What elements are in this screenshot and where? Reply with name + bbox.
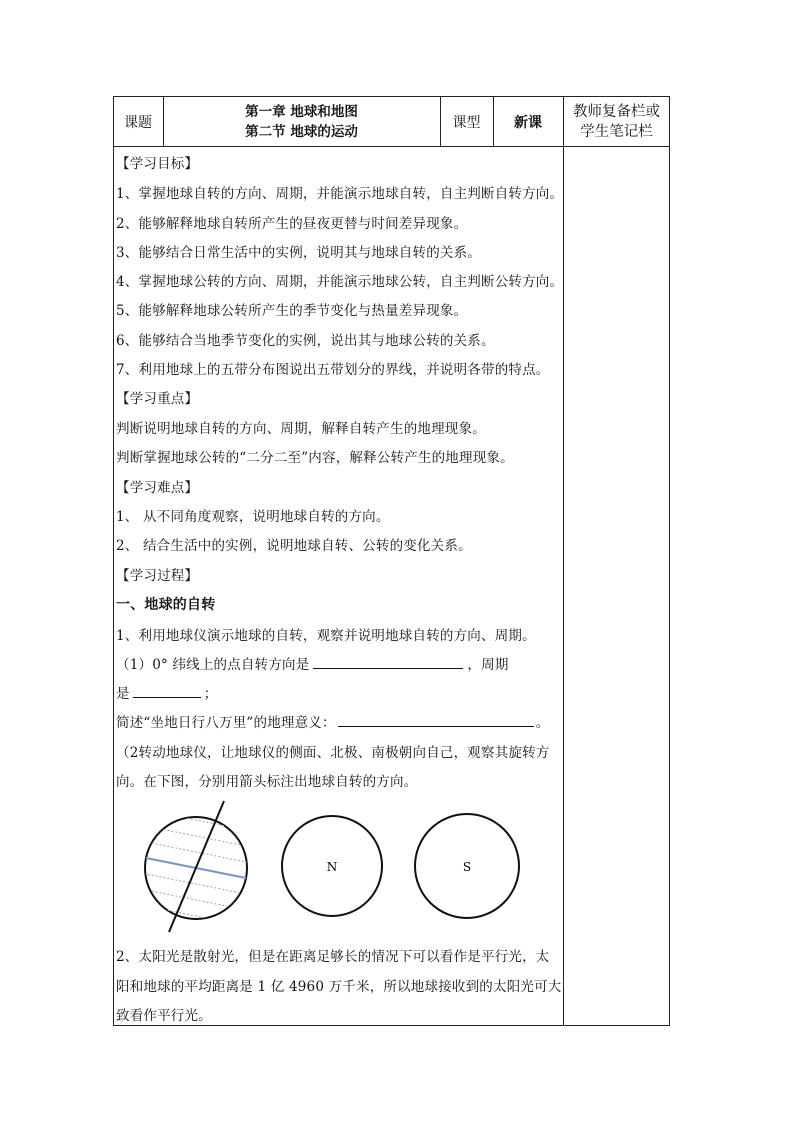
south-pole-view[interactable] xyxy=(415,814,519,918)
section1-title: 一、地球的自转 xyxy=(116,597,216,613)
question-1-1-end: ； xyxy=(203,686,218,702)
divider-notes xyxy=(563,96,564,1026)
notes-column-header xyxy=(563,96,670,147)
question-1-2-prompt: 简述“坐地日行八万里”的地理意义： xyxy=(116,715,336,731)
objective-item-3: 3、能够结合日常生活中的实例，说明其与地球自转的关系。 xyxy=(116,245,481,261)
objective-item-6: 6、能够结合当地季节变化的实例，说出其与地球公转的关系。 xyxy=(116,333,495,349)
key-points-heading: 【学习重点】 xyxy=(116,391,199,407)
section-title: 第二节 地球的运动 xyxy=(245,123,358,140)
question-1-1-prompt: （1）0° 纬线上的点自转方向是 xyxy=(116,657,310,673)
lesson-title xyxy=(163,96,440,147)
type-label-text: 课型 xyxy=(452,114,481,131)
question-1-2-end: 。 xyxy=(535,715,550,731)
type-value-text: 新课 xyxy=(514,114,542,131)
notes-line-2: 学生笔记栏 xyxy=(580,123,653,140)
question-2-line-2: 阳和地球的平均距离是 1 亿 4960 万千米，所以地球接收到的太阳光可大 xyxy=(116,979,562,995)
chapter-title: 第一章 地球和地图 xyxy=(245,103,358,120)
side-view-globe[interactable] xyxy=(136,801,256,932)
north-label: N xyxy=(326,860,338,874)
difficulty-item-1: 1、 从不同角度观察，说明地球自转的方向。 xyxy=(116,509,390,525)
rotation-direction-blank[interactable] xyxy=(313,656,463,669)
north-pole-view[interactable] xyxy=(282,816,382,916)
question-1-1-row-2 xyxy=(116,682,217,702)
objective-item-7: 7、利用地球上的五带分布图说出五带划分的界线，并说明各带的特点。 xyxy=(116,362,550,378)
question-1-1-period: ，周期 xyxy=(467,657,509,673)
meaning-blank[interactable] xyxy=(338,714,534,727)
difficulties-heading: 【学习难点】 xyxy=(116,480,199,496)
objective-item-1: 1、掌握地球自转的方向、周期，并能演示地球自转，自主判断自转方向。 xyxy=(116,186,564,202)
question-1-3-line-1: （2转动地球仪，让地球仪的侧面、北极、南极朝向自己，观察其旋转方 xyxy=(116,745,550,761)
rotation-period-blank[interactable] xyxy=(133,685,201,698)
question-2-line-1: 2、太阳光是散射光，但是在距离足够长的情况下可以看作是平行光，太 xyxy=(116,949,550,965)
south-label: S xyxy=(462,860,472,874)
type-label xyxy=(440,96,493,147)
process-heading: 【学习过程】 xyxy=(116,568,199,584)
course-label-text: 课题 xyxy=(124,114,152,131)
type-value xyxy=(493,96,563,147)
key-point-item-2: 判断掌握地球公转的“二分二至”内容，解释公转产生的地理现象。 xyxy=(116,450,514,466)
question-2-line-3: 致看作平行光。 xyxy=(116,1008,212,1024)
question-1-1-row xyxy=(116,653,509,673)
difficulty-item-2: 2、 结合生活中的实例，说明地球自转、公转的变化关系。 xyxy=(116,538,472,554)
question-1: 1、利用地球仪演示地球的自转，观察并说明地球自转的方向、周期。 xyxy=(116,628,536,644)
objective-item-4: 4、掌握地球公转的方向、周期，并能演示地球公转，自主判断公转方向。 xyxy=(116,274,564,290)
objectives-heading: 【学习目标】 xyxy=(116,156,199,172)
question-1-3-line-2: 向。在下图，分别用箭头标注出地球自转的方向。 xyxy=(116,774,418,790)
rotation-diagram xyxy=(136,798,536,934)
question-1-1-shi: 是 xyxy=(116,686,130,702)
course-label xyxy=(113,96,163,147)
notes-line-1: 教师复备栏或 xyxy=(573,103,660,120)
objective-item-2: 2、能够解释地球自转所产生的昼夜更替与时间差异现象。 xyxy=(116,216,468,232)
question-1-2-row xyxy=(116,711,549,731)
key-point-item-1: 判断说明地球自转的方向、周期，解释自转产生的地理现象。 xyxy=(116,421,486,437)
objective-item-5: 5、能够解释地球公转所产生的季节变化与热量差异现象。 xyxy=(116,303,468,319)
